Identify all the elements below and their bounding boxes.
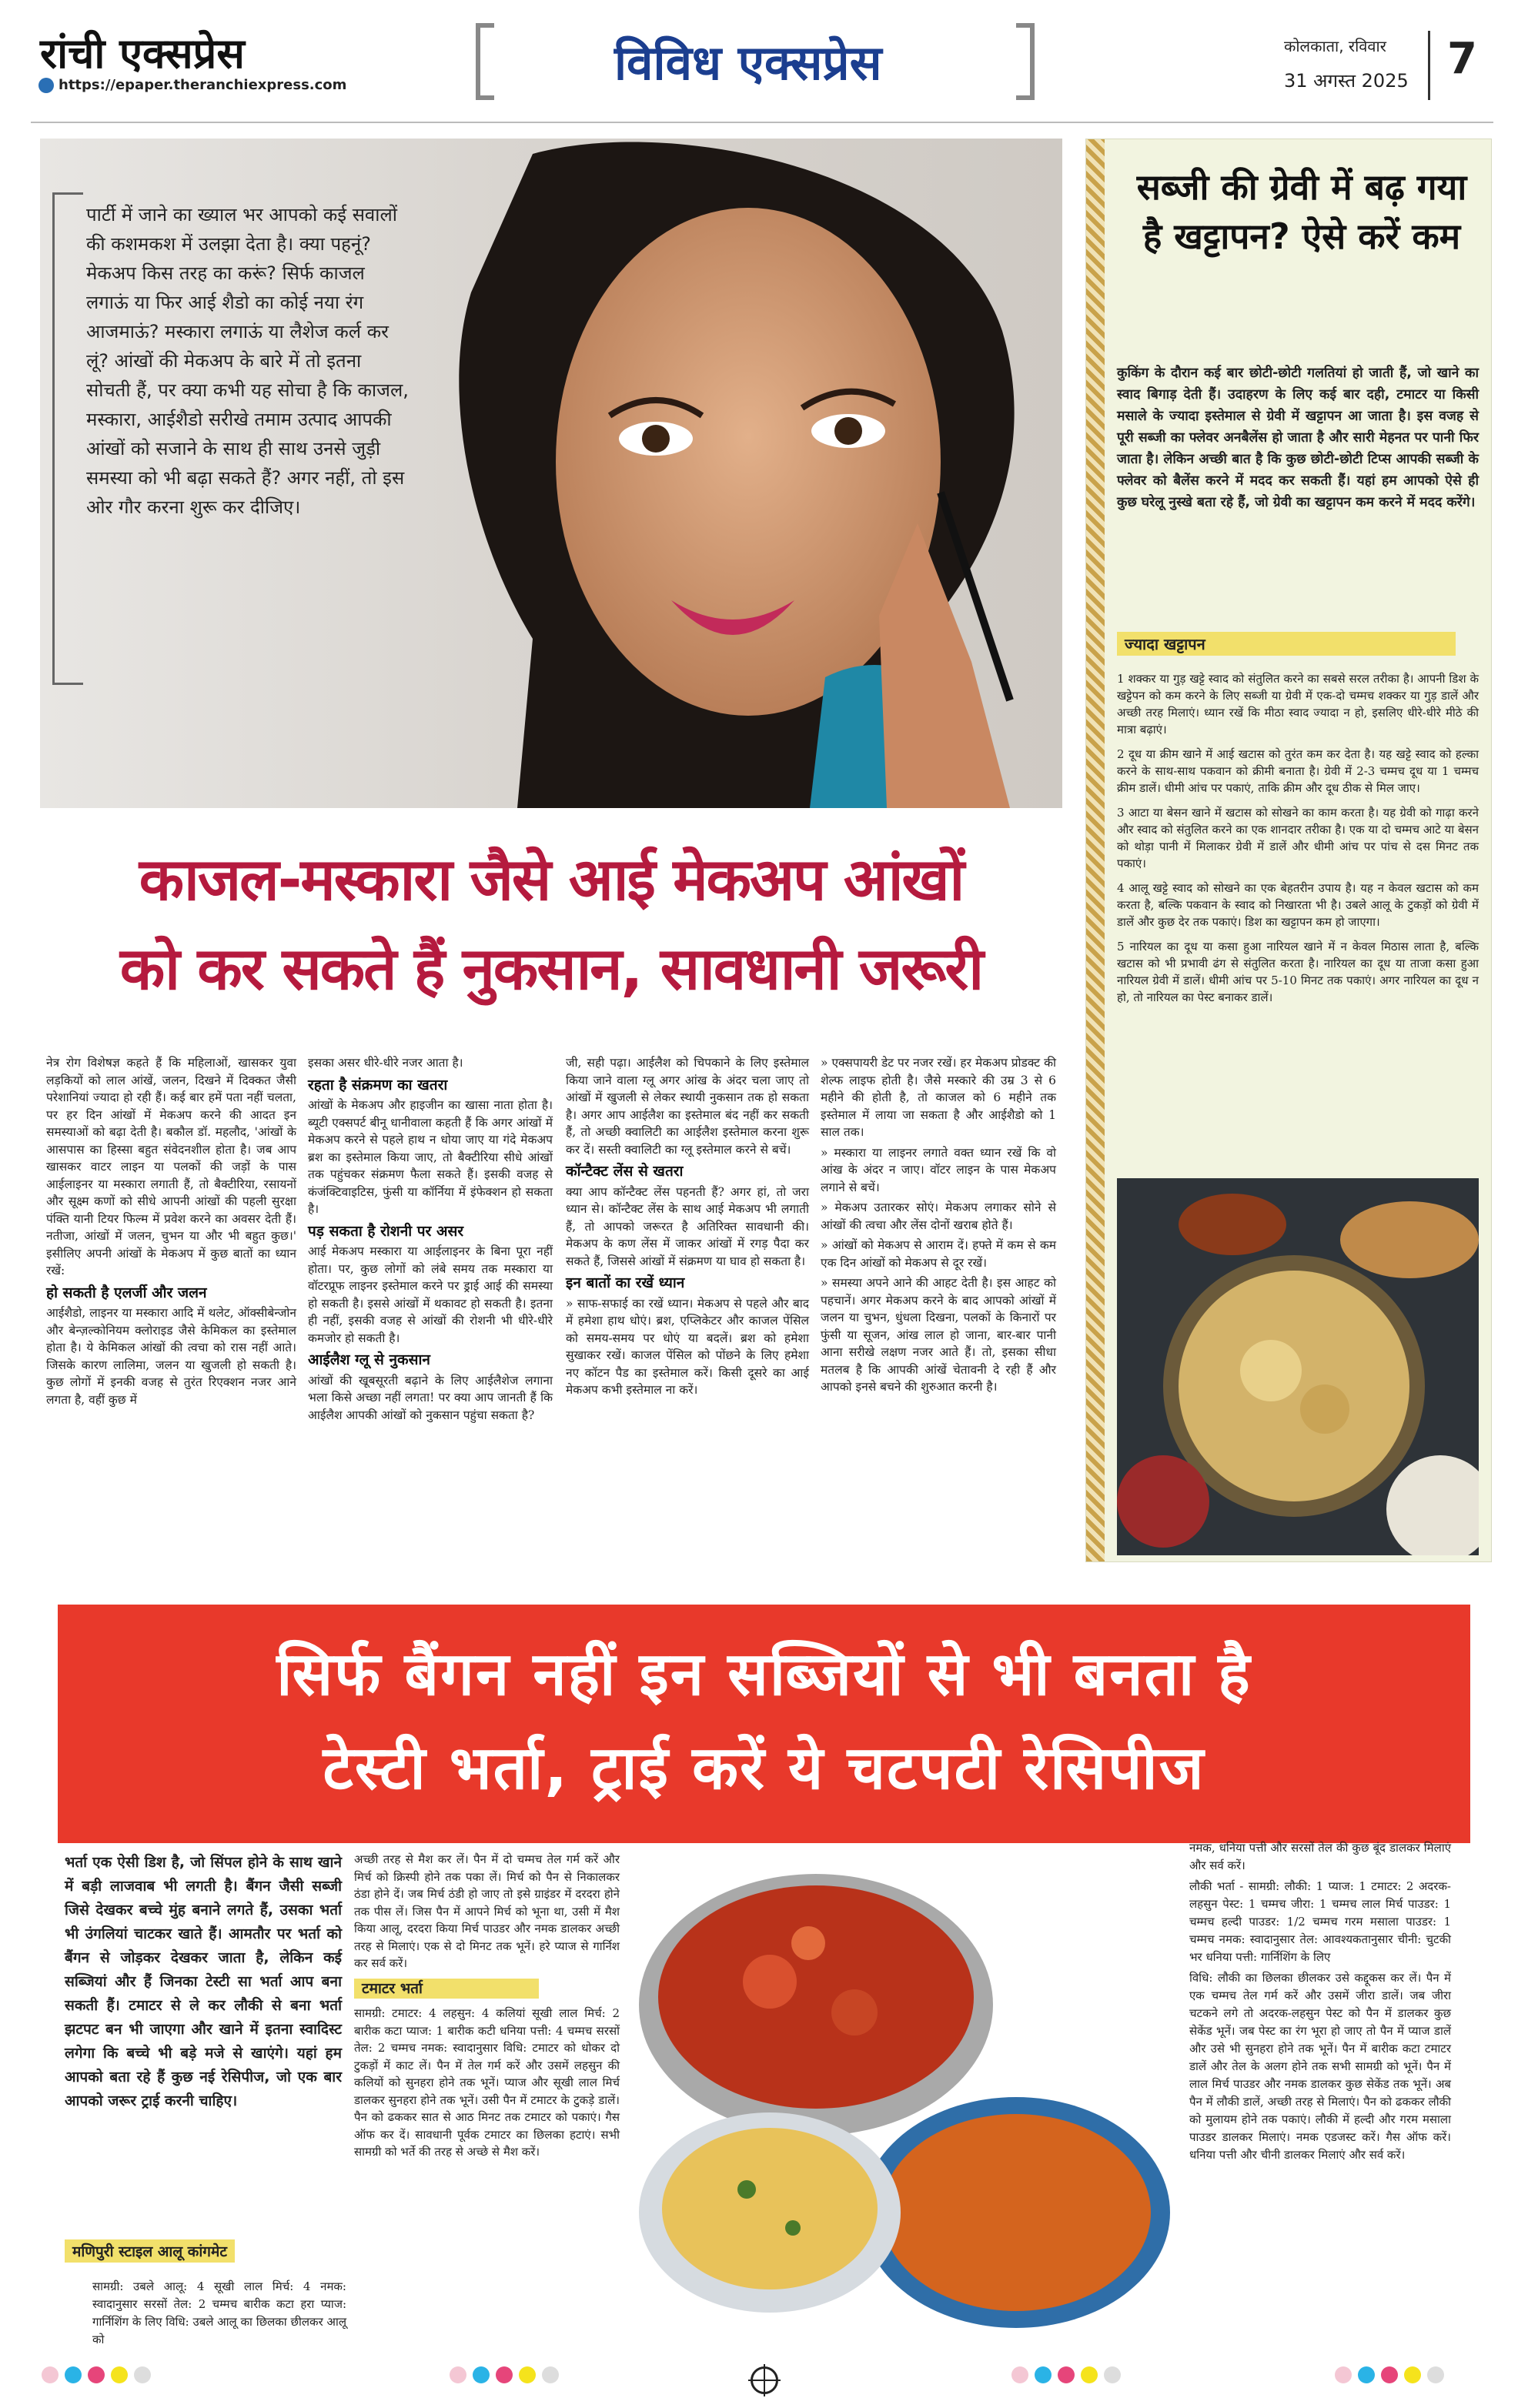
edition-city: कोलकाता, रविवार — [1284, 37, 1386, 55]
bharta-intro: भर्ता एक ऐसी डिश है, जो सिंपल होने के साथ खाने में बड़ी लाजवाब भी लगती है। बैंगन जैसी सब्जी जिसे देखकर बच्चे मुंह बनाने लगते हैं, उसका भर्ता भी उंगलियां चाटकर खाते हैं। आमतौर पर भर्ता को बैंगन से जोड़कर देखकर जाता है, लेकिन कई सब्जियां और हैं जिनका टेस्टी सा भर्ता आप बना सकती हैं। टमाटर से ले कर लौकी से बना भर्ता झटपट बन भी जाएगा और खाने में इतना स्वादिस्ट लगेगा कि बच्चे भी बड़े मजे से खाएंगे। यहां हम आपको बता रहे हैं कुछ नई रेसिपीज, जो एक बार आपको जरूर ट्राई करनी चाहिए। — [65, 1854, 342, 2109]
page-number: 7 — [1447, 34, 1477, 84]
gravy-tip-4: 4 आलू खट्टे स्वाद को सोखने का एक बेहतरीन उपाय है। यह न केवल खटास को कम करता है, बल्कि पकवान के स्वाद को निखारता भी है। उबले आलू के टुकड़ों को ग्रेवी में डालें और कुछ देर तक पकाएं। डिश का खट्टापन कम हो जाएगा। — [1117, 881, 1479, 929]
recipe1-title-wrap — [65, 2239, 235, 2263]
bharta-headline-line2: टेस्टी भर्ता, ट्राई करें ये चटपटी रेसिपीज — [323, 1734, 1205, 1803]
bharta-banner — [58, 1605, 1470, 1843]
recipe1-title: मणिपुरी स्टाइल आलू कांगमेट — [65, 2239, 235, 2263]
gravy-tip-1: 1 शक्कर या गुड़ खट्टे स्वाद को संतुलित करने का सबसे सरल तरीका है। आपनी डिश के खट्टेपन को कम करने के लिए सब्जी या ग्रेवी में एक-दो चम्मच शक्कर या गुड़ डालें और अच्छी तरह मिलाएं। ध्यान रखें कि मीठा स्वाद ज्यादा न हो, इसलिए धीरे-धीरे मीठे की मात्रा बढ़ाएं। — [1117, 672, 1479, 736]
chevron-right-icon: » — [821, 1238, 832, 1252]
page-divider — [1428, 31, 1430, 100]
gravy-sidebar — [1085, 139, 1492, 1562]
subhead-allergy: हो सकती है एलर्जी और जलन — [46, 1284, 207, 1301]
recipe2-serving: नमक, धनिया पत्ती और सरसों तेल की कुछ बूंद डालकर मिलाएं और सर्व करें। — [1189, 1841, 1451, 1872]
section-bracket-right — [1016, 23, 1035, 100]
gravy-intro: कुकिंग के दौरान कई बार छोटी-छोटी गलतियां हो जाती हैं, जो खाने का स्वाद बिगाड़ देती हैं। उदाहरण के लिए कई बार दही, टमाटर या किसी मसाले के ज्यादा इस्तेमाल से ग्रेवी में खट्टापन आ जाता है। इस वजह से पूरी सब्जी का फ्लेवर अनबैलेंस हो जाता है और सारी मेहनत पर पानी फिर जाता है। लेकिन अच्छी बात है कि कुछ छोटी-छोटी टिप्स आपकी सब्जी के फ्लेवर को बैलेंस करने में मदद कर सकती हैं। यहां हम आपको ऐसे ही कुछ घरेलू नुस्खे बता रहे हैं, जो ग्रेवी का खट्टापन कम करने में मदद करेंगे। — [1117, 366, 1479, 510]
tip-bullet-2: » एक्सपायरी डेट पर नजर रखें। हर मेकअप प्रोडक्ट की शेल्फ लाइफ होती है। जैसे मस्कारे की उम्र 3 से 6 महीने की होती है, तो काजल को 6 महीने तक इस्तेमाल में लाया जा सकता है और आईशैडो को 1 साल तक। — [821, 1056, 1056, 1139]
section-title: विविध एक्सप्रेस — [614, 35, 882, 91]
gravy-food-photo — [1117, 1178, 1479, 1555]
recipe2-title: टमाटर भर्ता — [354, 1979, 539, 1999]
eye-column-2 — [308, 1054, 553, 1427]
recipe1-method: अच्छी तरह से मैश कर लें। पैन में दो चम्मच तेल गर्म करें और मिर्च को क्रिस्पी होने तक पका लें। मिर्च को पैन से निकालकर ठंडा होने दें। जब मिर्च ठंडी हो जाए तो इसे ग्राइंडर में दरदरा होने तक पीस लें। जिस पैन में आपने मिर्च को भूना था, उसी में मैश किया आलू, दरदरा किया मिर्च पाउडर और नमक डालकर अच्छी तरह से मिलाएं। एक से दो मिनट तक भूनें। हरे प्याज से गार्निश कर सर्व करें। — [354, 1852, 620, 1970]
eye-col2-para3: आई मेकअप मस्कारा या आईलाइनर के बिना पूरा नहीं होता। पर, कुछ लोगों को लंबे समय तक मस्कारा या वॉटरप्रूफ लाइनर इस्तेमाल करने पर ड्राई आई की समस्या हो सकती है। इससे आंखों में थकावट हो सकती है। इतना ही नहीं, इसकी वजह से आंखों की रोशनी भी धीरे-धीरे कमजोर हो सकती है। — [308, 1244, 553, 1345]
eye-intro-text: पार्टी में जाने का ख्याल भर आपको कई सवालों की कशमकश में उलझा देता है। क्या पहनूं? मेकअप किस तरह का करूं? सिर्फ काजल लगाऊं या फिर आई शैडो का कोई नया रंग आजमाऊं? मस्कारा लगाऊं या लैशेज कर्ल कर लूं? आंखों की मेकअप के बारे में तो इतना सोचती हैं, पर क्या कभी यह सोचा है कि काजल, मस्कारा, आईशैडो सरीखे तमाम उत्पाद आपकी आंखों को सजाने के साथ ही साथ उनसे जुड़ी समस्या को भी बढ़ा सकते हैं? अगर नहीं, तो इस ओर गौर करना शुरू कर दीजिए। — [86, 204, 409, 518]
section-bracket-left — [476, 23, 494, 100]
recipe3-method: विधि: लौकी का छिलका छीलकर उसे कद्दूकस कर लें। पैन में एक चम्मच तेल गर्म करें और उसमें जीरा डालें। जब जीरा चटकने लगे तो अदरक-लहसुन पेस्ट को पैन में डालकर कुछ सेकेंड भूनें। जब पेस्ट का रंग भूरा हो जाए तो पैन में प्याज डालें और उसे भी सुनहरा होने तक भूनें। पैन में बारीक कटा टमाटर डालें और तेल के अलग होने तक सभी सामग्री को भूनें। पैन में लाल मिर्च पाउडर और नमक डालकर कुछ सेकेंड तक भूनें। अब पैन में लौकी डालें, अच्छी तरह से मिलाएं। पैन को ढककर लौकी को मुलायम होने तक पकाएं। लौकी में हल्दी और गरम मसाला पाउडर डालकर मिलाएं। नमक एडजस्ट करें। गैस ऑफ करें। धनिया पत्ती और चीनी डालकर मिलाएं और सर्व करें। — [1189, 1971, 1451, 2162]
eye-col2-para2: आंखों के मेकअप और हाइजीन का खासा नाता होता है। ब्यूटी एक्सपर्ट बीनू धानीवाला कहती हैं कि अगर आंखों में मेकअप करने से पहले हाथ न धोया जाए या गंदे मेकअप ब्रश का इस्तेमाल किया जाए, तो बैक्टीरिया सीधे आंखों तक पहुंचकर संक्रमण फैला सकते हैं। इसकी वजह से कंजंक्टिवाइटिस, फुंसी या कॉर्निया में इंफेक्शन हो सकता है। — [308, 1098, 553, 1216]
eye-headline-line2: को कर सकते हैं नुकसान, सावधानी जरूरी — [119, 934, 983, 1003]
masthead-rule — [31, 122, 1493, 123]
subhead-eyelash-glue: आईलैश ग्लू से नुकसान — [308, 1351, 430, 1368]
eye-col2-para1: इसका असर धीरे-धीरे नजर आता है। — [308, 1056, 463, 1070]
bharta-dishes-illustration — [631, 1851, 1178, 2336]
chevron-right-icon: » — [821, 1276, 832, 1290]
eye-headline-line1: काजल-मस्कारा जैसे आई मेकअप आंखों — [139, 845, 964, 913]
tip-bullet-3: » मस्कारा या लाइनर लगाते वक्त ध्यान रखें कि वो आंख के अंदर न जाए। वॉटर लाइन के पास मेकअप लगाने से बचें। — [821, 1145, 1056, 1194]
globe-icon — [38, 78, 54, 93]
decorative-stripe — [1086, 139, 1105, 1561]
bharta-food-photo — [631, 1851, 1178, 2336]
chevron-right-icon: » — [821, 1145, 834, 1160]
subhead-eyesight: पड़ सकता है रोशनी पर असर — [308, 1222, 464, 1240]
newspaper-logo: रांची एक्सप्रेस — [40, 28, 245, 78]
eye-col3-para2: क्या आप कॉन्टैक्ट लेंस पहनती हैं? अगर हां, तो जरा ध्यान से। कॉन्टैक्ट लेंस के साथ आई मेकअप भी लगाती हैं, तो आपको जरूरत है अतिरिक्त सावधानी की। मेकअप के कण लेंस में जाकर आंखों में रगड़ पैदा कर सकते हैं, जिससे आंखों में संक्रमण या घाव हो सकता है। — [566, 1184, 809, 1268]
crosshair-icon — [751, 2366, 778, 2394]
gravy-tip-5: 5 नारियल का दूध या कसा हुआ नारियल खाने में न केवल मिठास लाता है, बल्कि खटास को भी प्रभावी ढंग से संतुलित करता है। नारियल का दूध या ताजा कसा हुआ नारियल ग्रेवी में डालें। धीमी आंच पर 5-10 मिनट तक पकाएं। अगर नारियल का दूध न हो, तो नारियल का पेस्ट बनाकर डालें। — [1117, 940, 1479, 1004]
eye-col3-para1: जी, सही पढ़ा। आईलैश को चिपकाने के लिए इस्तेमाल किया जाने वाला ग्लू अगर आंख के अंदर चला जाए तो आंखों में खुजली से लेकर स्थायी नुकसान तक हो सकता है। अगर आप आईलैश का इस्तेमाल बंद नहीं कर सकती हैं, तो अच्छी क्वालिटी का आईलैश इस्तेमाल करना शुरू कर दें। सस्ती क्वालिटी का ग्लू इस्तेमाल करने से बचें। — [566, 1056, 809, 1157]
tip-bullet-5: » आंखों को मेकअप से आराम दें। हफ्ते में कम से कम एक दिन आंखों को मेकअप से दूर रखें। — [821, 1238, 1056, 1270]
tip-bullet-4: » मेकअप उतारकर सोएं। मेकअप लगाकर सोने से आंखों की त्वचा और लेंस दोनों खराब होते हैं। — [821, 1201, 1056, 1232]
eye-headline — [40, 835, 1062, 1014]
gravy-label: ज्यादा खट्टापन — [1117, 632, 1456, 656]
subhead-infection: रहता है संक्रमण का खतरा — [308, 1076, 448, 1094]
bharta-headline-line1: सिर्फ बैंगन नहीं इन सब्जियों से भी बनता है — [276, 1640, 1252, 1709]
eye-column-3 — [566, 1054, 809, 1402]
subhead-contact-lens: कॉन्टैक्ट लेंस से खतरा — [566, 1163, 684, 1180]
recipe1-text: सामग्री: उबले आलू: 4 सूखी लाल मिर्च: 4 नमक: स्वादानुसार सरसों तेल: 2 चम्मच बारीक कटा हरा प्याज: गार्निशिंग के लिए विधि: उबले आलू का छिलका छीलकर आलू को — [92, 2279, 346, 2346]
recipe3-ingredients: लौकी भर्ता - सामग्री: लौकी: 1 प्याज: 1 टमाटर: 2 अदरक-लहसुन पेस्ट: 1 चम्मच जीरा: 1 चम्मच लाल मिर्च पाउडर: 1 चम्मच हल्दी पाउडर: 1/2 चम्मच गरम मसाला पाउडर: 1 चम्मच नमक: स्वादानुसार तेल: आवश्यकतानुसार चीनी: चुटकी भर धनिया पत्ती: गार्निशिंग के लिए — [1189, 1879, 1451, 1964]
tip-bullet-6: » समस्या अपने आने की आहट देती है। इस आहट को पहचानें। अगर मेकअप करने के बाद आपको आंखों में जलन या चुभन, धुंधला दिखना, पलकों के किनारों पर फुंसी या सूजन, आंख लाल हो जाना, बार-बार पानी आना सरीखे लक्षण नजर आते हैं। तो, इसका सीधा मतलब है कि आपकी आंखें चेतावनी दे रही हैं और आपको इनसे बचने की शुरुआत करनी है। — [821, 1276, 1056, 1394]
gravy-tip-2: 2 दूध या क्रीम खाने में आई खटास को तुरंत कम कर देता है। यह खट्टे स्वाद को हल्का करने के साथ-साथ पकवान को क्रीमी बनाता है। ग्रेवी में 2-3 चम्मच दूध या 1 चम्मच क्रीम डालें। धीमी आंच पर पकाएं, ताकि क्रीम और दूध ठीक से मिल जाए। — [1117, 747, 1479, 795]
gravy-tips — [1117, 670, 1479, 1009]
eye-column-1 — [46, 1054, 296, 1411]
gravy-dish-illustration — [1117, 1178, 1479, 1555]
masthead — [0, 0, 1528, 123]
gravy-tip-3: 3 आटा या बेसन खाने में खटास को सोखने का काम करता है। यह ग्रेवी को गाढ़ा करने और स्वाद को संतुलित करने का एक शानदार तरीका है। एक या दो चम्मच आटे या बेसन को थोड़ा पानी में मिलाकर ग्रेवी में डालें और धीमी आंच पर पांच से दस मिनट तक पकाएं। — [1117, 806, 1479, 870]
bharta-headline — [58, 1628, 1470, 1815]
chevron-right-icon: » — [566, 1296, 577, 1311]
bharta-column-3 — [1189, 1839, 1451, 2167]
epaper-url[interactable]: https://epaper.theranchiexpress.com — [38, 77, 346, 93]
chevron-right-icon: » — [821, 1056, 832, 1070]
eye-col1-para1: नेत्र रोग विशेषज्ञ कहते हैं कि महिलाओं, खासकर युवा लड़कियों को लाल आंखें, जलन, दिखने में दिक्कत जैसी परेशानियां ज्यादा हो रही हैं। कई बार हमें पता नहीं चलता, पर हर दिन आंखों में मेकअप करने की आदत इन समस्याओं को बढ़ा देती है। बकौल डॉ. महलौद, 'आंखों के आसपास का हिस्सा बहुत संवेदनशील होता है। जब आप खासकर वाटर लाइन या पलकों की जड़ों के पास आईलाइनर या मस्कारा लगाती हैं, तो बैक्टीरिया, रसायनों और सूक्ष्म कणों को सीधे आपनी आंखों की पहली सुरक्षा पंक्ति यानी टियर फिल्म में प्रवेश करने का अवसर देती हैं। नतीजा, आंखों में जलन, चुभन या और भी बहुत कुछ।' इसीलिए अपनी आंखों के मेकअप में कुछ बातों का ध्यान रखें: — [46, 1056, 296, 1277]
print-registration-marks — [0, 2366, 1528, 2397]
gravy-title: सब्जी की ग्रेवी में बढ़ गया है खट्टापन? ऐसे करें कम — [1136, 166, 1467, 257]
chevron-right-icon: » — [821, 1201, 835, 1214]
eye-col1-para2: आईशैडो, लाइनर या मस्कारा आदि में थलेट, ऑक्सीबेन्जोन और बेन्ज़ल्कोनियम क्लोराइड जैसे केमिकल का इस्तेमाल होता है। ये केमिकल आंखों की त्वचा को रास नहीं आते। जिसके कारण लालिमा, जलन या खुजली हो सकती है। कुछ लोगों में इनकी वजह से तुरंत रिएक्शन नजर आने लगता है, वहीं कुछ में — [46, 1306, 296, 1407]
recipe2-text: सामग्री: टमाटर: 4 लहसुन: 4 कलियां सूखी लाल मिर्च: 2 बारीक कटा प्याज: 1 बारीक कटी धनिया पत्ती: 4 चम्मच सरसों तेल: 2 चम्मच नमक: स्वादानुसार विधि: टमाटर को धोकर दो टुकड़ों में काट लें। पैन में तेल गर्म करें और उसमें लहसुन की कलियों को सुनहरा होने तक भूनें। प्याज और सूखी लाल मिर्च डालकर सुनहरा होने तक भूनें। उसी पैन में टमाटर के टुकड़े डालें। पैन को ढककर सात से आठ मिनट तक टमाटर को पकाएं। गैस ऑफ कर दें। सावधानी पूर्वक टमाटर का छिलका हटाएं। सभी सामग्री को भर्ते की तरह से अच्छे से मैश करें। — [354, 2006, 620, 2159]
eye-col2-para4: आंखों की खूबसूरती बढ़ाने के लिए आईलैशेज लगाना भला किसे अच्छा नहीं लगता! पर क्या आप जानती हैं कि आईलैश आपकी आंखों को नुकसान पहुंचा सकता है? — [308, 1373, 553, 1422]
bharta-column-2 — [354, 1851, 620, 2164]
edition-date: 31 अगस्त 2025 — [1284, 70, 1409, 92]
eye-column-4 — [821, 1054, 1056, 1399]
tip-bullet-1: » साफ-सफाई का रखें ध्यान। मेकअप से पहले और बाद में हमेशा हाथ धोएं। ब्रश, एप्लिकेटर और काजल पेंसिल को समय-समय पर धोएं या बदलें। ब्रश को हमेशा सुखाकर रखें। काजल पेंसिल को पोंछने के लिए हमेशा नए कॉटन पैड का इस्तेमाल करें। किसी दूसरे का आई मेकअप कभी इस्तेमाल ना करें। — [566, 1296, 809, 1397]
intro-bracket — [52, 192, 83, 685]
eye-makeup-photo — [40, 139, 1062, 808]
subhead-precautions: इन बातों का रखें ध्यान — [566, 1274, 685, 1291]
